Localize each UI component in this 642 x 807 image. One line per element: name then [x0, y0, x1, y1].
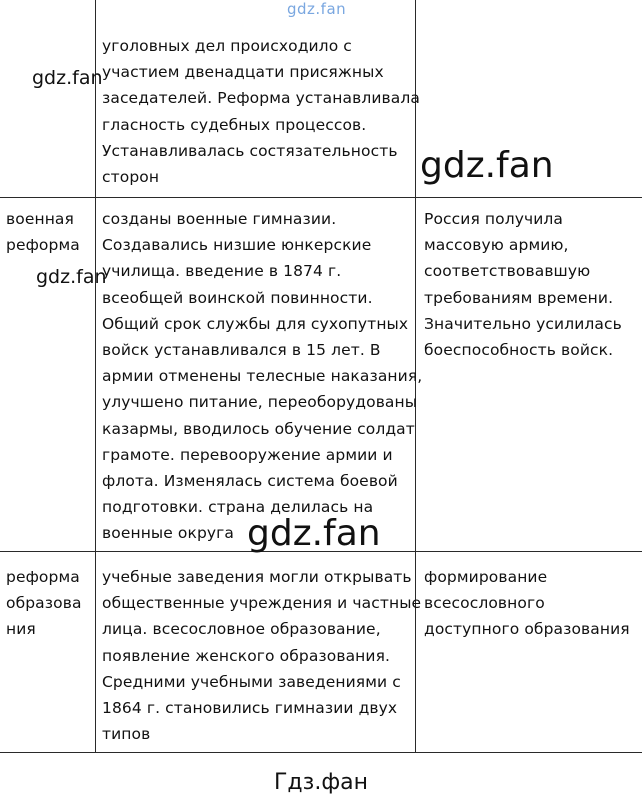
text-line: Общий срок службы для сухопутных [102, 314, 409, 333]
watermark-large-1: gdz.fan [420, 145, 554, 186]
row-2-result [424, 206, 622, 363]
text-line: общественные учреждения и частные [102, 594, 422, 613]
text-line: реформа [6, 236, 80, 255]
text-line: Россия получила [424, 210, 564, 228]
text-line: военная [6, 210, 74, 228]
row-3-result [424, 564, 630, 643]
watermark-small-2: gdz.fan [36, 266, 107, 288]
text-line: учебные заведения могли открывать [102, 568, 412, 586]
footer-caption: Гдз.фан [274, 770, 368, 795]
text-line: училища. введение в 1874 г. [102, 262, 342, 281]
row-2-name [6, 206, 80, 258]
text-line: лица. всесословное образование, [102, 620, 381, 639]
text-line: сторон [102, 168, 160, 187]
text-line: созданы военные гимназии. [102, 210, 337, 228]
row-divider-1 [0, 197, 642, 198]
text-line: гласность судебных процессов. [102, 115, 367, 134]
text-line: 1864 г. становились гимназии двух [102, 699, 398, 718]
row-3-name [6, 564, 82, 643]
text-line: грамоте. перевооружение армии и [102, 445, 393, 464]
text-line: заседателей. Реформа устанавливала [102, 89, 420, 108]
text-line: всесословного [424, 594, 545, 613]
text-line: улучшено питание, переоборудованы [102, 393, 418, 412]
text-line: казармы, вводилось обучение солдат [102, 419, 415, 438]
text-line: Устанавливалась состязательность [102, 141, 398, 160]
text-line: всеобщей воинской повинности. [102, 288, 373, 307]
table-bottom-border [0, 752, 642, 753]
watermark-top: gdz.fan [287, 0, 347, 18]
text-line: ния [6, 620, 36, 639]
text-line: массовую армию, [424, 236, 569, 255]
row-1-content [102, 33, 420, 190]
watermark-small-1: gdz.fan [32, 67, 103, 89]
text-line: боеспособность войск. [424, 341, 614, 360]
text-line: войск устанавливался в 15 лет. В [102, 341, 381, 360]
text-line: появление женского образования. [102, 646, 391, 665]
text-line: соответствовавшую [424, 262, 591, 281]
text-line: армии отменены телесные наказания, [102, 367, 423, 386]
text-line: участием двенадцати присяжных [102, 63, 384, 82]
row-2-content [102, 206, 422, 547]
column-divider-1 [95, 0, 96, 753]
text-line: военные округа [102, 524, 235, 543]
watermark-large-2: gdz.fan [247, 513, 381, 554]
text-line: флота. Изменялась система боевой [102, 472, 398, 491]
text-line: формирование [424, 568, 548, 586]
text-line: образова [6, 594, 82, 613]
text-line: уголовных дел происходило с [102, 37, 352, 55]
text-line: типов [102, 725, 151, 744]
text-line: Средними учебными заведениями с [102, 672, 401, 691]
text-line: Значительно усилилась [424, 314, 622, 333]
text-line: требованиям времени. [424, 288, 614, 307]
row-3-content [102, 564, 421, 747]
text-line: реформа [6, 568, 80, 586]
text-line: доступного образования [424, 620, 630, 639]
text-line: Создавались низшие юнкерские [102, 236, 372, 255]
text-line: подготовки. страна делилась на [102, 498, 374, 517]
